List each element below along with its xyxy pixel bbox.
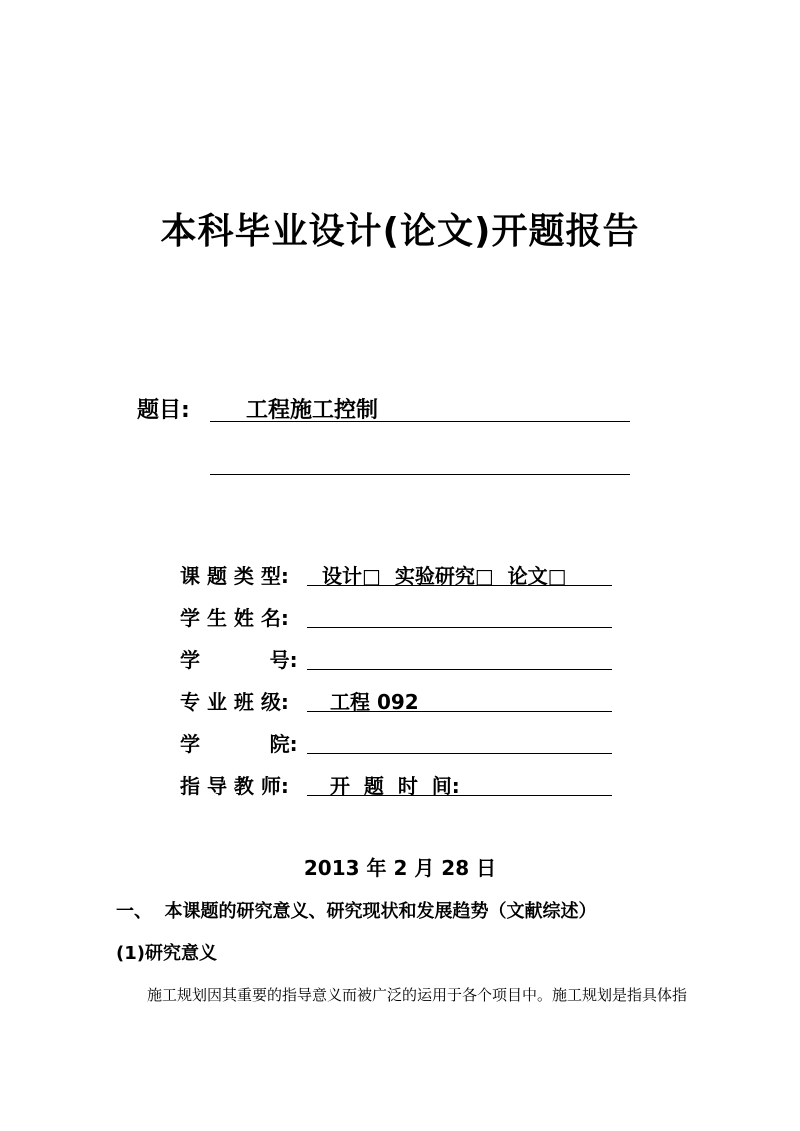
field-value-major-class: 工程 092: [330, 690, 419, 714]
field-label-advisor: 指 导 教 师:: [180, 774, 289, 798]
field-underline-major-class: [307, 711, 612, 712]
field-underline-student-name: [307, 627, 612, 628]
field-label-major-class: 专 业 班 级:: [180, 690, 289, 714]
field-value-advisor: 开 题 时 间:: [330, 774, 460, 798]
report-title: 本科毕业设计(论文)开题报告: [160, 211, 640, 252]
field-underline-advisor: [307, 795, 612, 796]
field-underline-college: [307, 753, 612, 754]
section-subheading: (1)研究意义: [116, 943, 217, 964]
section-heading: 一、 本课题的研究意义、研究现状和发展趋势（文献综述）: [116, 901, 597, 922]
field-underline-type: [307, 585, 612, 586]
field-label-college: 学 院:: [180, 732, 298, 756]
field-value-type: 设计□ 实验研究□ 论文□: [322, 564, 567, 588]
topic-label: 题目:: [137, 398, 190, 423]
field-label-student-id: 学 号:: [180, 648, 298, 672]
field-label-student-name: 学 生 姓 名:: [180, 606, 289, 630]
topic-underline: [210, 421, 630, 422]
field-label-type: 课 题 类 型:: [180, 564, 289, 588]
body-paragraph: 施工规划因其重要的指导意义而被广泛的运用于各个项目中。施工规划是指具体指: [147, 986, 688, 1004]
topic-underline-second: [210, 474, 630, 475]
field-underline-student-id: [307, 669, 612, 670]
report-date: 2013 年 2 月 28 日: [303, 856, 497, 880]
topic-value: 工程施工控制: [246, 398, 379, 423]
